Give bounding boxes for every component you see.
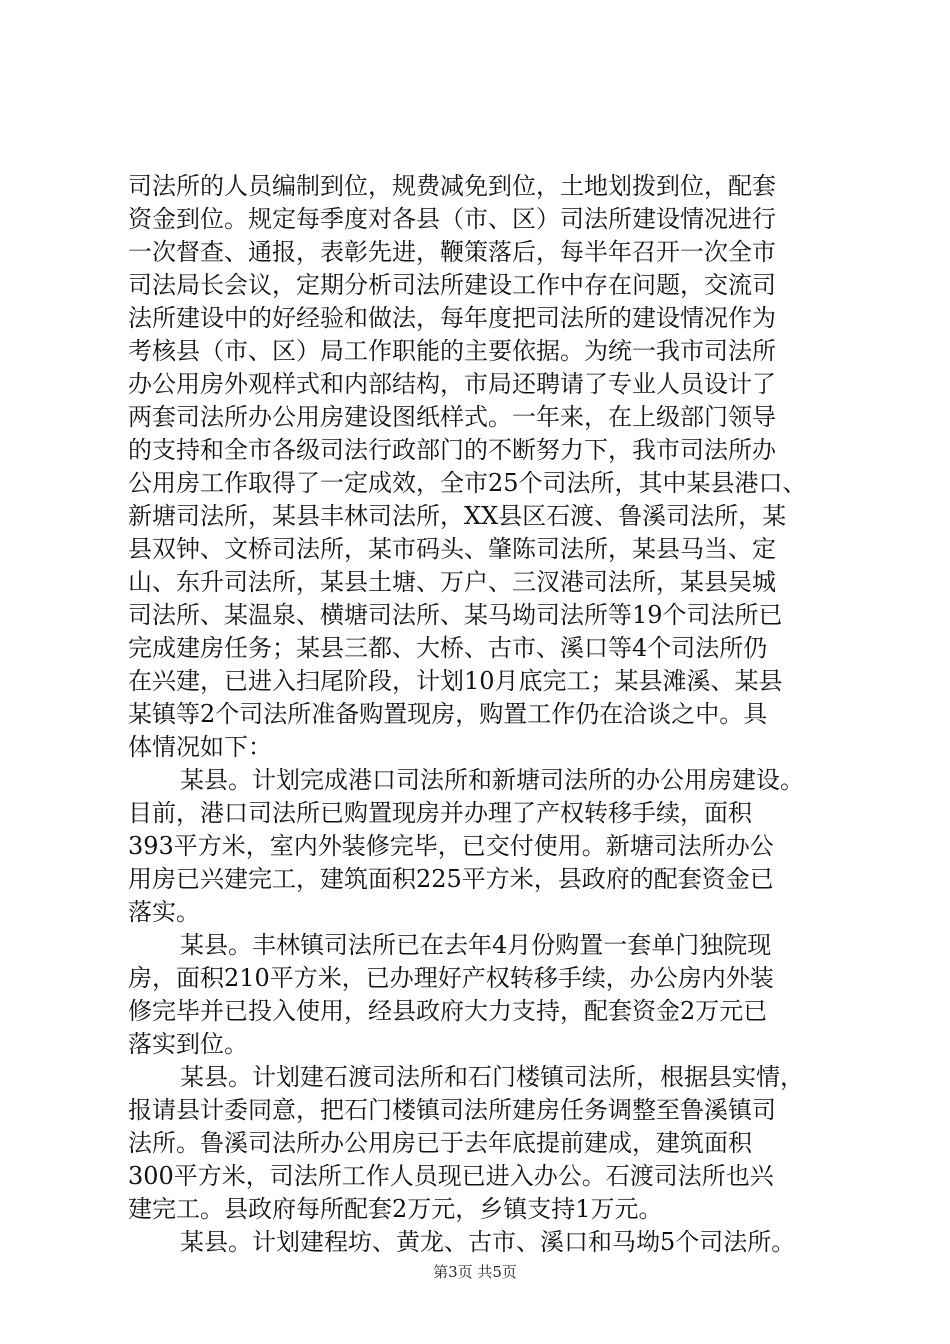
text-line: 体情况如下：: [128, 733, 272, 761]
text-line: 某镇等2个司法所准备购置现房，购置工作仍在洽谈之中。具: [128, 700, 768, 728]
text-line: 在兴建，已进入扫尾阶段，计划10月底完工；某县滩溪、某县: [128, 667, 783, 695]
text-line: 修完毕并已投入使用，经县政府大力支持，配套资金2万元已: [128, 997, 768, 1025]
text-line: 司法所、某温泉、横塘司法所、某马坳司法所等19个司法所已: [128, 601, 783, 629]
text-line: 考核县（市、区）局工作职能的主要依据。为统一我市司法所: [128, 337, 776, 365]
paragraph-start-line: 某县。计划建程坊、黄龙、古市、溪口和马坳5个司法所。: [180, 1228, 796, 1256]
text-line: 新塘司法所，某县丰林司法所，XX县区石渡、鲁溪司法所，某: [128, 502, 787, 530]
text-line: 用房已兴建完工，建筑面积225平方米，县政府的配套资金已: [128, 865, 774, 893]
text-line: 建完工。县政府每所配套2万元，乡镇支持1万元。: [128, 1195, 663, 1223]
text-line: 393平方米，室内外装修完毕，已交付使用。新塘司法所办公: [128, 832, 774, 860]
paragraph-start-line: 某县。丰林镇司法所已在去年4月份购置一套单门独院现: [180, 931, 772, 959]
page-footer: 第3页 共5页: [433, 1263, 517, 1281]
text-line: 目前，港口司法所已购置现房并办理了产权转移手续，面积: [128, 799, 752, 827]
text-line: 县双钟、文桥司法所，某市码头、肇陈司法所，某县马当、定: [128, 535, 776, 563]
text-line: 报请县计委同意，把石门楼镇司法所建房任务调整至鲁溪镇司: [128, 1096, 776, 1124]
text-line: 两套司法所办公用房建设图纸样式。一年来，在上级部门领导: [128, 403, 776, 431]
text-line: 房，面积210平方米，已办理好产权转移手续，办公房内外装: [128, 964, 774, 992]
text-line: 公用房工作取得了一定成效，全市25个司法所，其中某县港口、: [128, 469, 807, 497]
text-line: 落实。: [128, 898, 200, 926]
text-line: 一次督查、通报，表彰先进，鞭策落后，每半年召开一次全市: [128, 238, 776, 266]
paragraph-start-line: 某县。计划建石渡司法所和石门楼镇司法所，根据县实情，: [180, 1063, 804, 1091]
text-line: 山、东升司法所，某县土塘、万户、三汊港司法所，某县吴城: [128, 568, 776, 596]
paragraph-start-line: 某县。计划完成港口司法所和新塘司法所的办公用房建设。: [180, 766, 804, 794]
text-line: 法所。鲁溪司法所办公用房已于去年底提前建成，建筑面积: [128, 1129, 752, 1157]
text-line: 办公用房外观样式和内部结构，市局还聘请了专业人员设计了: [128, 370, 776, 398]
text-line: 司法局长会议，定期分析司法所建设工作中存在问题，交流司: [128, 271, 776, 299]
text-line: 法所建设中的好经验和做法，每年度把司法所的建设情况作为: [128, 304, 776, 332]
document-body: [128, 170, 828, 1259]
text-line: 完成建房任务；某县三都、大桥、古市、溪口等4个司法所仍: [128, 634, 768, 662]
text-line: 300平方米，司法所工作人员现已进入办公。石渡司法所也兴: [128, 1162, 774, 1190]
text-line: 的支持和全市各级司法行政部门的不断努力下，我市司法所办: [128, 436, 776, 464]
text-line: 落实到位。: [128, 1030, 248, 1058]
text-line: 司法所的人员编制到位，规费减免到位，土地划拨到位，配套: [128, 172, 776, 200]
text-line: 资金到位。规定每季度对各县（市、区）司法所建设情况进行: [128, 205, 776, 233]
